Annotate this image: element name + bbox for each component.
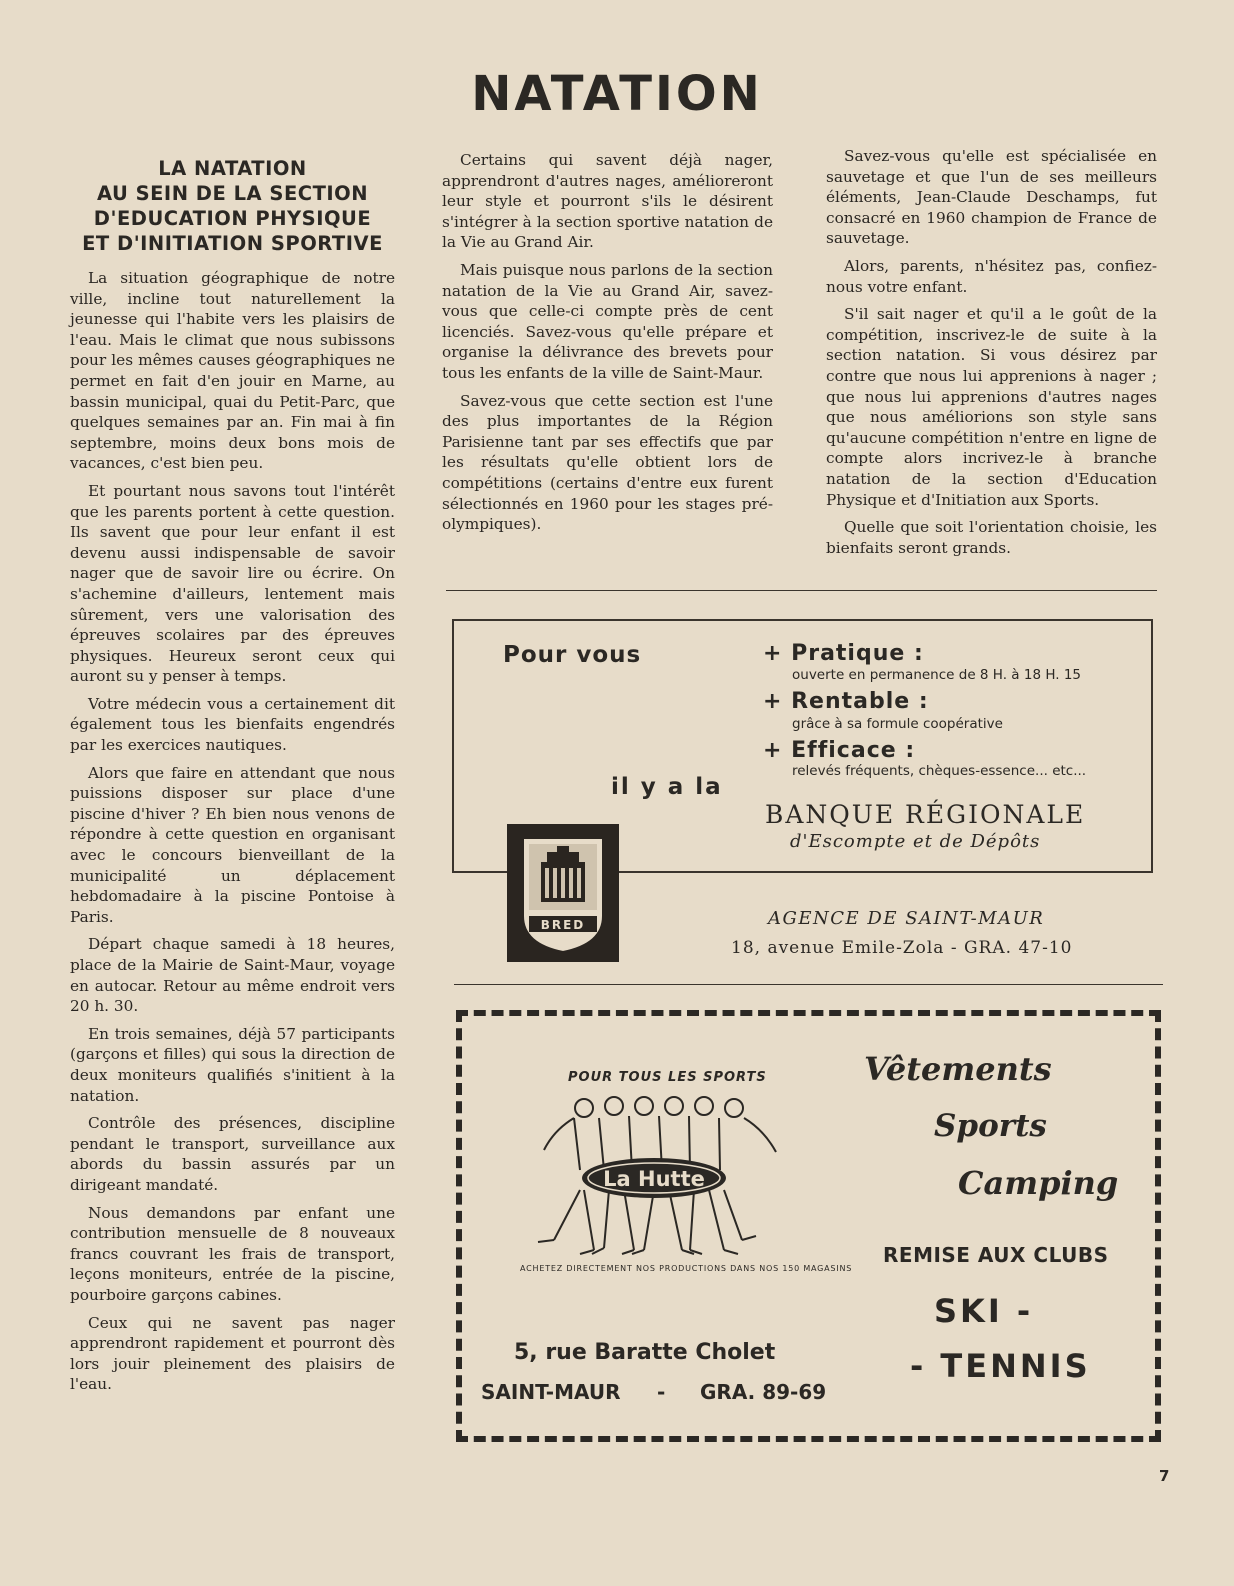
paragraph: Nous demandons par enfant une contribution mensuelle de 8 nouveaux francs couvrant les frais de transport, leçons moniteurs, entrée de la piscine, pourboire garçons cabines. [70,1203,395,1304]
hutte-small-text: ACHETEZ DIRECTEMENT NOS PRODUCTIONS DANS NOS 150 MAGASINS [520,1264,853,1273]
divider-rule [454,984,1163,985]
paragraph: Votre médecin vous a certainement dit également tous les bienfaits engendrés par les exercices nautiques. [70,694,395,755]
hutte-line-camping: Camping [958,1164,1119,1202]
hutte-phone: GRA. 89-69 [700,1380,827,1404]
hutte-line-sports: Sports [934,1108,1047,1144]
paragraph: Ceux qui ne savent pas nager apprendront rapidement et pourront dès lors jouir pleinement des plaisirs de l'eau. [70,1313,395,1394]
hutte-illustration [514,1090,794,1260]
paragraph: Contrôle des présences, discipline pendant le transport, surveillance aux abords du bassin assurés par un dirigeant mandaté. [70,1114,395,1194]
hutte-address: 5, rue Baratte Cholet [514,1340,776,1365]
paragraph: Savez-vous qu'elle est spécialisée en sauvetage et que l'un de ses meilleurs éléments, Jean-Claude Deschamps, fut consacré en 1960 champion de France de sauvetage. [826,147,1157,248]
bred-address: 18, avenue Emile-Zola - GRA. 47-10 [731,938,1073,958]
hutte-city: SAINT-MAUR [481,1380,621,1404]
page-number: 7 [1159,1467,1170,1485]
bred-point-efficace: + Efficace : [763,738,916,763]
section-heading-line: LA NATATION [158,157,307,180]
article-column-3 [826,146,1157,565]
paragraph: Mais puisque nous parlons de la section natation de la Vie au Grand Air, savez-vous que celle-ci compte près de cent licenciés. Savez-vous qu'elle prépare et organise la délivrance des brevets pour tous les enfants de la ville de Saint-Maur. [442,260,773,382]
hutte-separator: - [657,1380,666,1404]
page-title: NATATION [471,66,763,122]
hutte-tennis: - TENNIS [910,1347,1091,1385]
hutte-logo-text: La Hutte [603,1167,705,1191]
paragraph: Départ chaque samedi à 18 heures, place de la Mairie de Saint-Maur, voyage en autocar. Retour au même endroit vers 20 h. 30. [70,935,395,1016]
bred-bank-name: BANQUE RÉGIONALE [765,800,1086,829]
hutte-top-text: POUR TOUS LES SPORTS [568,1070,767,1085]
bred-shield-icon [507,824,619,962]
paragraph: Savez-vous que cette section est l'une des plus importantes de la Région Parisienne tant par ses effectifs que par les résultats qu'elle obtient lors de compétitions (certains d'entre eux furent sélectionnés en 1960 pour les stages pré-olympiques). [442,391,773,534]
paragraph: Alors que faire en attendant que nous puissions disposer sur place d'une piscine d'hiver ? Eh bien nous venons de répondre à cette question en organisant avec le concours bienveillant de la municipalité un déplacement hebdomadaire à la piscine Pontoise à Paris. [70,763,395,926]
bred-logo-text: BRED [540,918,586,932]
bred-point-rentable: + Rentable : [763,689,929,714]
hutte-ski: SKI - [934,1292,1034,1330]
section-heading-line: ET D'INITIATION SPORTIVE [82,232,383,255]
paragraph: La situation géographique de notre ville, incline tout naturellement la jeunesse qui l'habite vers les plaisirs de l'eau. Mais le climat que nous subissons pour les mêmes causes géographiques ne permet en fait d'en jouir en Marne, au bassin municipal, quai du Petit-Parc, que quelques semaines par an. Fin mai à fin septembre, moins deux bons mois de vacances, c'est bien peu. [70,269,395,473]
bred-pour-vous: Pour vous [503,642,642,668]
bred-point-efficace-text: relevés fréquents, chèques-essence... etc... [792,763,1087,779]
section-heading [70,156,395,256]
section-heading-line: D'EDUCATION PHYSIQUE [93,207,372,230]
paragraph: S'il sait nager et qu'il a le goût de la compétition, inscrivez-le de suite à la section natation. Si vous désirez par contre que nous lui apprenions à nager ; que nous lui apprenions d'autres nages que nous améliorions son style sans qu'aucune compétition n'entre en ligne de compte alors incrivez-le à branche natation de la section d'Education Physique et d'Initiation aux Sports. [826,305,1157,509]
bred-il-y-a-la: il y a la [611,774,723,800]
paragraph: Quelle que soit l'orientation choisie, les bienfaits seront grands. [826,518,1157,557]
bred-point-pratique: + Pratique : [763,641,924,666]
bred-logo [507,824,619,962]
divider-rule [446,590,1157,591]
hutte-remise: REMISE AUX CLUBS [883,1243,1109,1267]
article-column-2 [442,150,773,542]
section-heading-line: AU SEIN DE LA SECTION [96,182,369,205]
paragraph: En trois semaines, déjà 57 participants (garçons et filles) qui sous la direction de deux moniteurs qualifiés s'initient à la natation. [70,1024,395,1105]
paragraph: Alors, parents, n'hésitez pas, confiez-nous votre enfant. [826,256,1157,296]
bred-bank-subtitle: d'Escompte et de Dépôts [790,831,1041,852]
bred-point-pratique-text: ouverte en permanence de 8 H. à 18 H. 15 [792,667,1082,683]
hutte-line-vetements: Vêtements [864,1050,1052,1088]
bred-agency: AGENCE DE SAINT-MAUR [768,908,1045,929]
running-figures-icon [514,1090,794,1260]
paragraph: Certains qui savent déjà nager, apprendront d'autres nages, amélioreront leur style et pourront s'ils le désirent s'intégrer à la section sportive natation de la Vie au Grand Air. [442,151,773,252]
paragraph: Et pourtant nous savons tout l'intérêt que les parents portent à cette question. Ils savent que pour leur enfant il est devenu aussi indispensable de savoir nager que de savoir lire ou écrire. On s'achemine d'ailleurs, lentement mais sûrement, vers une valorisation des épreuves scolaires par des épreuves physiques. Heureux seront ceux qui auront su y penser à temps. [70,481,395,686]
bred-point-rentable-text: grâce à sa formule coopérative [792,716,1003,732]
article-column-1 [70,156,395,1402]
